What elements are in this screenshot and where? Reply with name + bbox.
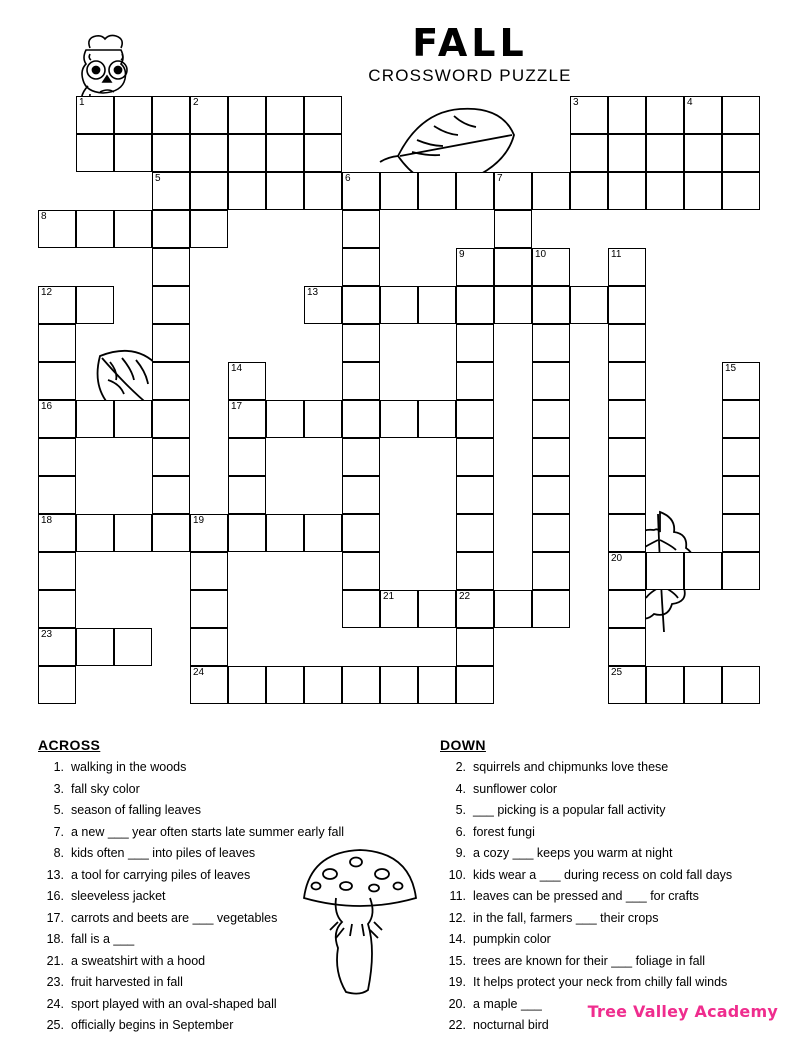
crossword-cell[interactable]	[608, 590, 646, 628]
clue-text: forest fungi	[473, 824, 535, 839]
crossword-cell[interactable]	[494, 210, 532, 248]
clue-item	[38, 976, 428, 989]
crossword-cell[interactable]	[722, 666, 760, 704]
title-main: FALL	[412, 21, 528, 65]
crossword-cell[interactable]	[38, 666, 76, 704]
crossword-cell[interactable]	[76, 96, 114, 134]
crossword-cell[interactable]	[114, 210, 152, 248]
crossword-cell[interactable]	[722, 514, 760, 552]
clue-text: It helps protect your neck from chilly fall winds	[473, 975, 728, 989]
cell-number: 21	[383, 591, 395, 602]
clue-item	[38, 783, 428, 796]
crossword-cell[interactable]	[532, 438, 570, 476]
clue-text: officially begins in September	[71, 1018, 234, 1032]
crossword-cell[interactable]	[342, 324, 380, 362]
crossword-cell[interactable]	[76, 210, 114, 248]
cell-number: 23	[41, 629, 53, 640]
clue-text: pumpkin color	[473, 932, 551, 946]
crossword-cell[interactable]	[456, 248, 494, 286]
clue-text: ___ picking is a popular fall activity	[473, 803, 666, 817]
clue-number: 23.	[46, 975, 64, 989]
crossword-cell[interactable]	[418, 400, 456, 438]
clues-across-heading: ACROSS	[38, 737, 101, 753]
cell-number: 19	[193, 515, 205, 526]
crossword-cell[interactable]	[38, 324, 76, 362]
clue-text: a tool for carrying piles of leaves	[71, 867, 251, 882]
clues-down-list	[440, 761, 790, 1032]
crossword-cell[interactable]	[304, 96, 342, 134]
crossword-cell[interactable]	[608, 514, 646, 552]
crossword-cell[interactable]	[456, 324, 494, 362]
crossword-cell[interactable]	[190, 514, 228, 552]
clues-down	[440, 738, 790, 1041]
clue-item	[440, 976, 790, 989]
clue-text: season of falling leaves	[71, 803, 201, 817]
crossword-cell[interactable]	[304, 134, 342, 172]
clue-item	[38, 826, 428, 839]
crossword-cell[interactable]	[684, 172, 722, 210]
cell-number: 17	[231, 401, 243, 412]
crossword-cell[interactable]	[570, 286, 608, 324]
crossword-cell[interactable]	[38, 362, 76, 400]
cell-number: 25	[611, 667, 623, 678]
crossword-cell[interactable]	[304, 172, 342, 210]
crossword-cell[interactable]	[114, 628, 152, 666]
cell-number: 18	[41, 515, 53, 526]
cell-number: 11	[611, 249, 622, 260]
crossword-cell[interactable]	[114, 96, 152, 134]
crossword-cell[interactable]	[228, 96, 266, 134]
clue-number: 14.	[448, 932, 466, 946]
clue-number: 8.	[53, 846, 64, 860]
crossword-cell[interactable]	[342, 476, 380, 514]
cell-number: 20	[611, 553, 623, 564]
clues-across	[38, 738, 428, 1041]
crossword-cell[interactable]	[608, 96, 646, 134]
crossword-cell[interactable]	[152, 210, 190, 248]
crossword-cell[interactable]	[418, 590, 456, 628]
crossword-cell[interactable]	[646, 172, 684, 210]
cell-number: 12	[41, 287, 53, 298]
clue-item	[38, 912, 428, 925]
clue-item	[440, 890, 790, 903]
crossword-cell[interactable]	[228, 172, 266, 210]
crossword-cell[interactable]	[608, 476, 646, 514]
crossword-cell[interactable]	[532, 362, 570, 400]
clue-text: a cozy ___ keeps you warm at night	[473, 846, 673, 860]
crossword-cell[interactable]	[342, 172, 380, 210]
crossword-cell[interactable]	[266, 96, 304, 134]
clue-number: 6.	[455, 824, 466, 839]
clue-text: kids wear a ___ during recess on cold fall days	[473, 867, 733, 882]
clue-text: a new ___ year often starts late summer early fall	[71, 824, 345, 839]
clue-number: 24.	[46, 996, 64, 1011]
crossword-cell[interactable]	[494, 286, 532, 324]
cell-number: 7	[497, 173, 503, 184]
crossword-cell[interactable]	[152, 324, 190, 362]
crossword-cell[interactable]	[532, 248, 570, 286]
crossword-cell[interactable]	[38, 552, 76, 590]
cell-number: 22	[459, 591, 471, 602]
crossword-cell[interactable]	[532, 514, 570, 552]
crossword-cell[interactable]	[456, 514, 494, 552]
clue-text: in the fall, farmers ___ their crops	[473, 910, 659, 925]
clue-number: 21.	[46, 953, 64, 968]
crossword-cell[interactable]	[418, 286, 456, 324]
clues-down-heading: DOWN	[440, 737, 486, 753]
crossword-cell[interactable]	[608, 286, 646, 324]
clue-number: 16.	[46, 889, 64, 903]
crossword-cell[interactable]	[456, 590, 494, 628]
cell-number: 15	[725, 363, 737, 374]
crossword-cell[interactable]	[342, 514, 380, 552]
clue-number: 12.	[448, 910, 466, 925]
clue-number: 20.	[448, 996, 466, 1011]
crossword-cell[interactable]	[494, 248, 532, 286]
clue-text: carrots and beets are ___ vegetables	[71, 910, 278, 925]
crossword-cell[interactable]	[532, 590, 570, 628]
clue-item	[38, 955, 428, 968]
clue-item	[440, 847, 790, 860]
crossword-cell[interactable]	[380, 400, 418, 438]
crossword-cell[interactable]	[228, 514, 266, 552]
crossword-cell[interactable]	[190, 172, 228, 210]
crossword-cell[interactable]	[608, 134, 646, 172]
crossword-cell[interactable]	[228, 666, 266, 704]
crossword-cell[interactable]	[76, 514, 114, 552]
cell-number: 24	[193, 667, 205, 678]
crossword-cell[interactable]	[76, 286, 114, 324]
crossword-cell[interactable]	[190, 666, 228, 704]
crossword-cell[interactable]	[646, 134, 684, 172]
crossword-cell[interactable]	[532, 324, 570, 362]
crossword-cell[interactable]	[152, 476, 190, 514]
crossword-cell[interactable]	[152, 248, 190, 286]
crossword-cell[interactable]	[266, 514, 304, 552]
crossword-cell[interactable]	[608, 628, 646, 666]
crossword-cell[interactable]	[684, 96, 722, 134]
clue-item	[440, 869, 790, 882]
cell-number: 9	[459, 249, 465, 260]
clue-item	[440, 955, 790, 968]
crossword-cell[interactable]	[76, 400, 114, 438]
cell-number: 6	[345, 173, 351, 184]
crossword-cell[interactable]	[494, 172, 532, 210]
crossword-cell[interactable]	[304, 666, 342, 704]
cell-number: 14	[231, 363, 243, 374]
crossword-cell[interactable]	[228, 438, 266, 476]
crossword-cell[interactable]	[152, 172, 190, 210]
clue-number: 5.	[455, 803, 466, 817]
crossword-cell[interactable]	[114, 514, 152, 552]
clue-item	[440, 933, 790, 946]
clue-text: sunflower color	[473, 781, 558, 796]
brand-label: Tree Valley Academy	[587, 1002, 778, 1021]
crossword-cell[interactable]	[456, 552, 494, 590]
crossword-cell[interactable]	[456, 362, 494, 400]
clue-text: a maple ___	[473, 996, 542, 1011]
clue-item	[38, 1019, 428, 1032]
crossword-cell[interactable]	[266, 400, 304, 438]
crossword-cell[interactable]	[684, 134, 722, 172]
crossword-cell[interactable]	[342, 552, 380, 590]
crossword-cell[interactable]	[380, 590, 418, 628]
crossword-cell[interactable]	[532, 552, 570, 590]
clues-across-list	[38, 761, 428, 1032]
crossword-cell[interactable]	[266, 134, 304, 172]
crossword-cell[interactable]	[38, 400, 76, 438]
crossword-cell[interactable]	[38, 590, 76, 628]
clue-number: 11.	[449, 889, 466, 903]
crossword-cell[interactable]	[570, 134, 608, 172]
clue-text: trees are known for their ___ foliage in fall	[473, 953, 706, 968]
crossword-cell[interactable]	[532, 172, 570, 210]
clue-number: 7.	[53, 824, 64, 839]
cell-number: 1	[79, 97, 85, 108]
clue-number: 25.	[46, 1018, 64, 1032]
crossword-cell[interactable]	[152, 400, 190, 438]
crossword-cell[interactable]	[722, 552, 760, 590]
crossword-cell[interactable]	[722, 400, 760, 438]
crossword-cell[interactable]	[190, 96, 228, 134]
clue-item	[440, 761, 790, 774]
clue-item	[38, 998, 428, 1011]
crossword-cell[interactable]	[38, 286, 76, 324]
clue-item	[38, 890, 428, 903]
clue-text: nocturnal bird	[473, 1018, 549, 1032]
crossword-cell[interactable]	[152, 96, 190, 134]
cell-number: 16	[41, 401, 53, 412]
crossword-cell[interactable]	[114, 134, 152, 172]
crossword-cell[interactable]	[722, 438, 760, 476]
crossword-cell[interactable]	[342, 438, 380, 476]
clue-text: fall sky color	[71, 781, 140, 796]
clue-number: 13.	[46, 867, 64, 882]
crossword-cell[interactable]	[608, 248, 646, 286]
clue-number: 18.	[46, 932, 64, 946]
clue-item	[38, 761, 428, 774]
clue-number: 15.	[448, 953, 466, 968]
clue-number: 22.	[448, 1018, 466, 1032]
clue-item	[440, 783, 790, 796]
crossword-cell[interactable]	[456, 628, 494, 666]
clue-text: walking in the woods	[71, 760, 187, 774]
crossword-cell[interactable]	[722, 96, 760, 134]
crossword-cell[interactable]	[456, 666, 494, 704]
clue-item	[38, 804, 428, 817]
crossword-cell[interactable]	[342, 362, 380, 400]
crossword-cell[interactable]	[608, 552, 646, 590]
crossword-cell[interactable]	[38, 628, 76, 666]
crossword-cell[interactable]	[456, 476, 494, 514]
crossword-cell[interactable]	[304, 400, 342, 438]
clue-number: 4.	[455, 781, 466, 796]
crossword-cell[interactable]	[608, 172, 646, 210]
clue-item	[440, 826, 790, 839]
crossword-cell[interactable]	[418, 172, 456, 210]
crossword-cell[interactable]	[532, 286, 570, 324]
clue-text: fruit harvested in fall	[71, 975, 183, 989]
clue-number: 10.	[448, 867, 466, 882]
clue-number: 5.	[53, 803, 64, 817]
clue-item	[38, 847, 428, 860]
crossword-cell[interactable]	[190, 210, 228, 248]
crossword-cell[interactable]	[342, 590, 380, 628]
crossword-cell[interactable]	[608, 362, 646, 400]
clue-number: 3.	[53, 781, 64, 796]
clue-text: leaves can be pressed and ___ for crafts	[473, 889, 699, 903]
crossword-cell[interactable]	[190, 134, 228, 172]
crossword-cell[interactable]	[38, 210, 76, 248]
crossword-cell[interactable]	[532, 400, 570, 438]
cell-number: 4	[687, 97, 693, 108]
crossword-cell[interactable]	[342, 210, 380, 248]
crossword-cell[interactable]	[190, 552, 228, 590]
crossword-cell[interactable]	[228, 362, 266, 400]
crossword-cell[interactable]	[76, 134, 114, 172]
clue-text: fall is a ___	[71, 932, 135, 946]
cell-number: 10	[535, 249, 547, 260]
crossword-cell[interactable]	[228, 400, 266, 438]
crossword-cell[interactable]	[456, 286, 494, 324]
crossword-cell[interactable]	[266, 666, 304, 704]
crossword-cell[interactable]	[532, 476, 570, 514]
clue-number: 19.	[448, 975, 466, 989]
clue-number: 1.	[53, 760, 64, 774]
cell-number: 3	[573, 97, 579, 108]
crossword-cell[interactable]	[722, 172, 760, 210]
title-subtitle: CROSSWORD PUZZLE	[368, 66, 572, 85]
crossword-cell[interactable]	[608, 400, 646, 438]
crossword-cell[interactable]	[608, 438, 646, 476]
crossword-cell[interactable]	[342, 286, 380, 324]
clue-number: 2.	[455, 760, 466, 774]
clue-text: sleeveless jacket	[71, 889, 166, 903]
crossword-cell[interactable]	[646, 552, 684, 590]
crossword-cell[interactable]	[342, 400, 380, 438]
crossword-cell[interactable]	[152, 438, 190, 476]
clue-item	[38, 869, 428, 882]
crossword-cell[interactable]	[570, 96, 608, 134]
crossword-cell[interactable]	[380, 666, 418, 704]
crossword-cell[interactable]	[152, 134, 190, 172]
clue-text: a sweatshirt with a hood	[71, 953, 206, 968]
crossword-cell[interactable]	[418, 666, 456, 704]
crossword-cell[interactable]	[380, 286, 418, 324]
crossword-cell[interactable]	[228, 476, 266, 514]
crossword-cell[interactable]	[342, 248, 380, 286]
cell-number: 13	[307, 287, 319, 298]
crossword-cell[interactable]	[342, 666, 380, 704]
cell-number: 5	[155, 173, 161, 184]
clue-number: 17.	[46, 910, 64, 925]
crossword-cell[interactable]	[608, 666, 646, 704]
crossword-cell[interactable]	[114, 400, 152, 438]
crossword-cell[interactable]	[456, 400, 494, 438]
crossword-cell[interactable]	[646, 96, 684, 134]
crossword-cell[interactable]	[684, 552, 722, 590]
crossword-cell[interactable]	[646, 666, 684, 704]
clue-text: kids often ___ into piles of leaves	[71, 846, 256, 860]
crossword-cell[interactable]	[494, 590, 532, 628]
crossword-cell[interactable]	[38, 514, 76, 552]
clue-text: sport played with an oval-shaped ball	[71, 996, 277, 1011]
crossword-cell[interactable]	[570, 172, 608, 210]
crossword-cell[interactable]	[608, 324, 646, 362]
crossword-cell[interactable]	[38, 438, 76, 476]
crossword-cell[interactable]	[152, 362, 190, 400]
crossword-cell[interactable]	[152, 514, 190, 552]
crossword-cell[interactable]	[304, 514, 342, 552]
clue-number: 9.	[455, 846, 466, 860]
clue-item	[440, 804, 790, 817]
crossword-cell[interactable]	[228, 134, 266, 172]
cell-number: 2	[193, 97, 199, 108]
crossword-cell[interactable]	[152, 286, 190, 324]
crossword-cell[interactable]	[304, 286, 342, 324]
crossword-cell[interactable]	[722, 134, 760, 172]
crossword-cell[interactable]	[266, 172, 304, 210]
crossword-cell[interactable]	[38, 476, 76, 514]
crossword-cell[interactable]	[722, 476, 760, 514]
crossword-cell[interactable]	[190, 590, 228, 628]
clue-item	[440, 912, 790, 925]
crossword-cell[interactable]	[76, 628, 114, 666]
crossword-cell[interactable]	[684, 666, 722, 704]
crossword-cell[interactable]	[380, 172, 418, 210]
clue-item	[38, 933, 428, 946]
crossword-cell[interactable]	[722, 362, 760, 400]
clue-text: squirrels and chipmunks love these	[473, 760, 669, 774]
crossword-cell[interactable]	[456, 438, 494, 476]
crossword-cell[interactable]	[456, 172, 494, 210]
crossword-cell[interactable]	[190, 628, 228, 666]
cell-number: 8	[41, 211, 47, 222]
